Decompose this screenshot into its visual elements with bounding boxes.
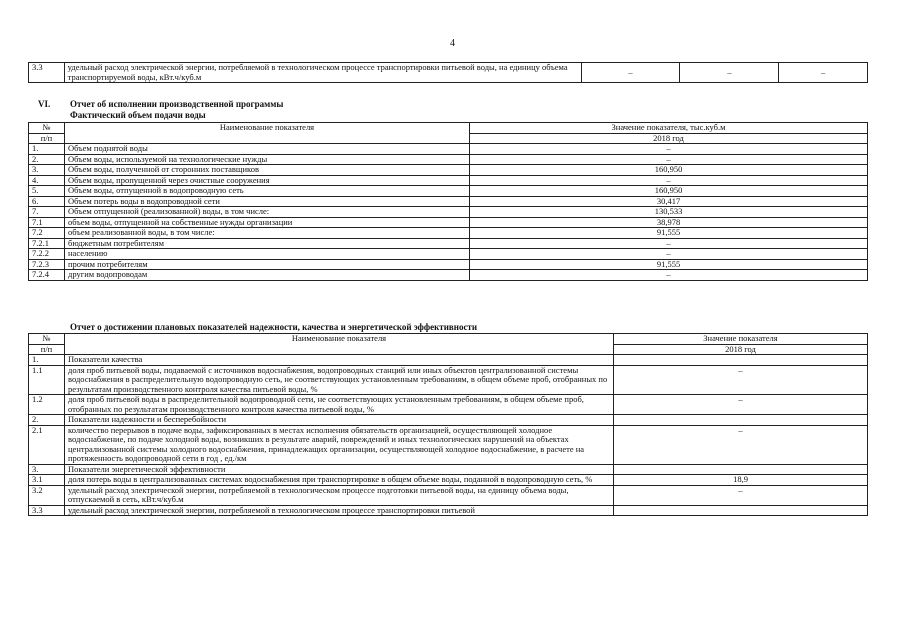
row-name: другим водопроводам xyxy=(65,270,470,281)
row-name: количество перерывов в подаче воды, зафиксированных в местах исполнения обязательств организацией, осуществляющей холодное водоснабжение, по подаче холодной воды, возникших в результате аварий, повреждений и иных технологических нарушений на объектах централизованной системы холодного водоснабжения, принадлежащих организации, осуществляющей холодное водоснабжение, в расчете на протяженность водопроводной сети в год , ед./км xyxy=(65,425,614,464)
row-value: – xyxy=(614,485,868,505)
continuation-table xyxy=(28,62,868,83)
row-name: Объем отпущенной (реализованной) воды, в том числе: xyxy=(65,207,470,218)
table-row xyxy=(29,249,868,260)
row-number: 2. xyxy=(29,415,65,426)
row-number: 7.2.1 xyxy=(29,238,65,249)
table-row xyxy=(29,63,868,83)
row-number: 1. xyxy=(29,355,65,366)
header-name: Наименование показателя xyxy=(65,123,470,144)
row-number: 7.2.2 xyxy=(29,249,65,260)
section-subtitle: Фактический объем подачи воды xyxy=(70,110,206,120)
row-value: – xyxy=(470,238,868,249)
table-row xyxy=(29,196,868,207)
table-row xyxy=(29,259,868,270)
row-number: 1.1 xyxy=(29,365,65,395)
row-value: 160,950 xyxy=(470,165,868,176)
row-name: удельный расход электрической энергии, потребляемой в технологическом процессе подготовки питьевой воды, на единицу объема воды, отпускаемой в сеть, кВт.ч/куб.м xyxy=(65,485,614,505)
row-name: прочим потребителям xyxy=(65,259,470,270)
header-name: Наименование показателя xyxy=(65,334,614,355)
reliability-table xyxy=(28,333,868,516)
row-value xyxy=(614,415,868,426)
row-number: 5. xyxy=(29,186,65,197)
row-number: 3.3 xyxy=(29,63,65,83)
table-header-row xyxy=(29,334,868,345)
row-name: удельный расход электрической энергии, потребляемой в технологическом процессе транспортировки питьевой воды, на единицу объема транспортируемой воды, кВт.ч/куб.м xyxy=(64,63,581,83)
table-row xyxy=(29,144,868,155)
table-row xyxy=(29,217,868,228)
row-value: – xyxy=(614,365,868,395)
header-year: 2018 год xyxy=(614,344,868,355)
section-number: VI. xyxy=(38,99,51,109)
table-row xyxy=(29,395,868,415)
row-value: – xyxy=(614,395,868,415)
row-name: бюджетным потребителям xyxy=(65,238,470,249)
row-name: Объем воды, отпущенной в водопроводную сеть xyxy=(65,186,470,197)
row-name: Объем воды, пропущенной через очистные сооружения xyxy=(65,175,470,186)
row-name: Объем воды, полученной от сторонних поставщиков xyxy=(65,165,470,176)
table-row xyxy=(29,228,868,239)
table-row xyxy=(29,270,868,281)
row-value: 91,555 xyxy=(470,259,868,270)
row-number: 2.1 xyxy=(29,425,65,464)
row-value: 160,950 xyxy=(470,186,868,197)
row-number: 7.2 xyxy=(29,228,65,239)
section-title: Отчет об исполнении производственной программы xyxy=(70,99,284,109)
row-number: 1. xyxy=(29,144,65,155)
table-row xyxy=(29,165,868,176)
row-number: 7.1 xyxy=(29,217,65,228)
table-row xyxy=(29,425,868,464)
row-name: Объем потерь воды в водопроводной сети xyxy=(65,196,470,207)
row-name: населению xyxy=(65,249,470,260)
row-value: 18,9 xyxy=(614,475,868,486)
header-value: Значение показателя, тыс.куб.м xyxy=(470,123,868,134)
row-value xyxy=(614,355,868,366)
row-number: 3.2 xyxy=(29,485,65,505)
row-value: – xyxy=(680,63,779,83)
row-name: Объем поднятой воды xyxy=(65,144,470,155)
row-number: 3.3 xyxy=(29,505,65,516)
row-value: 91,555 xyxy=(470,228,868,239)
row-value: – xyxy=(581,63,680,83)
table-row xyxy=(29,475,868,486)
row-number: 7.2.4 xyxy=(29,270,65,281)
header-year: 2018 год xyxy=(470,133,868,144)
row-value: – xyxy=(470,270,868,281)
row-number: 2. xyxy=(29,154,65,165)
table-row xyxy=(29,154,868,165)
row-name: объем воды, отпущенной на собственные нужды организации xyxy=(65,217,470,228)
row-value: – xyxy=(470,144,868,155)
row-number: 3. xyxy=(29,464,65,475)
header-num: п/п xyxy=(29,133,65,144)
table-row xyxy=(29,355,868,366)
header-num: п/п xyxy=(29,344,65,355)
row-number: 1.2 xyxy=(29,395,65,415)
row-number: 4. xyxy=(29,175,65,186)
row-number: 3.1 xyxy=(29,475,65,486)
header-value: Значение показателя xyxy=(614,334,868,345)
table-row xyxy=(29,238,868,249)
row-name: доля проб питьевой воды, подаваемой с источников водоснабжения, водопроводных станций или иных объектов централизованной системы водоснабжения в распределительную водопроводную сеть, не соответствующих установленным требованиям, в общем объеме проб, отобранных по результатам производственного контроля качества питьевой воды, % xyxy=(65,365,614,395)
table-row xyxy=(29,186,868,197)
table-row xyxy=(29,365,868,395)
row-number: 6. xyxy=(29,196,65,207)
water-supply-table xyxy=(28,122,868,281)
table-row xyxy=(29,175,868,186)
row-name: удельный расход электрической энергии, потребляемой в технологическом процессе транспортировки питьевой xyxy=(65,505,614,516)
row-name: Показатели энергетической эффективности xyxy=(65,464,614,475)
row-value: – xyxy=(470,175,868,186)
page-number: 4 xyxy=(450,38,455,49)
table-row xyxy=(29,207,868,218)
row-value: 130,533 xyxy=(470,207,868,218)
row-name: объем реализованной воды, в том числе: xyxy=(65,228,470,239)
row-number: 7. xyxy=(29,207,65,218)
header-num: № xyxy=(29,123,65,134)
row-value: – xyxy=(779,63,868,83)
section-title: Отчет о достижении плановых показателей надежности, качества и энергетической эффективности xyxy=(70,322,478,332)
table-row xyxy=(29,415,868,426)
row-value: – xyxy=(614,425,868,464)
row-value xyxy=(614,505,868,516)
header-num: № xyxy=(29,334,65,345)
row-value: 30,417 xyxy=(470,196,868,207)
table-row xyxy=(29,485,868,505)
row-number: 7.2.3 xyxy=(29,259,65,270)
row-value: 38,978 xyxy=(470,217,868,228)
row-number: 3. xyxy=(29,165,65,176)
row-value: – xyxy=(470,154,868,165)
row-name: Показатели надежности и бесперебойности xyxy=(65,415,614,426)
table-row xyxy=(29,464,868,475)
row-name: доля потерь воды в централизованных системах водоснабжения при транспортировке в общем объеме воды, поданной в водопроводную сеть, % xyxy=(65,475,614,486)
table-row xyxy=(29,505,868,516)
row-value: – xyxy=(470,249,868,260)
row-name: Показатели качества xyxy=(65,355,614,366)
table-header-row xyxy=(29,123,868,134)
row-name: Объем воды, используемой на технологические нужды xyxy=(65,154,470,165)
row-name: доля проб питьевой воды в распределительной водопроводной сети, не соответствующих установленным требованиям, в общем объеме проб, отобранных по результатам производственного контроля качества питьевой воды, % xyxy=(65,395,614,415)
row-value xyxy=(614,464,868,475)
